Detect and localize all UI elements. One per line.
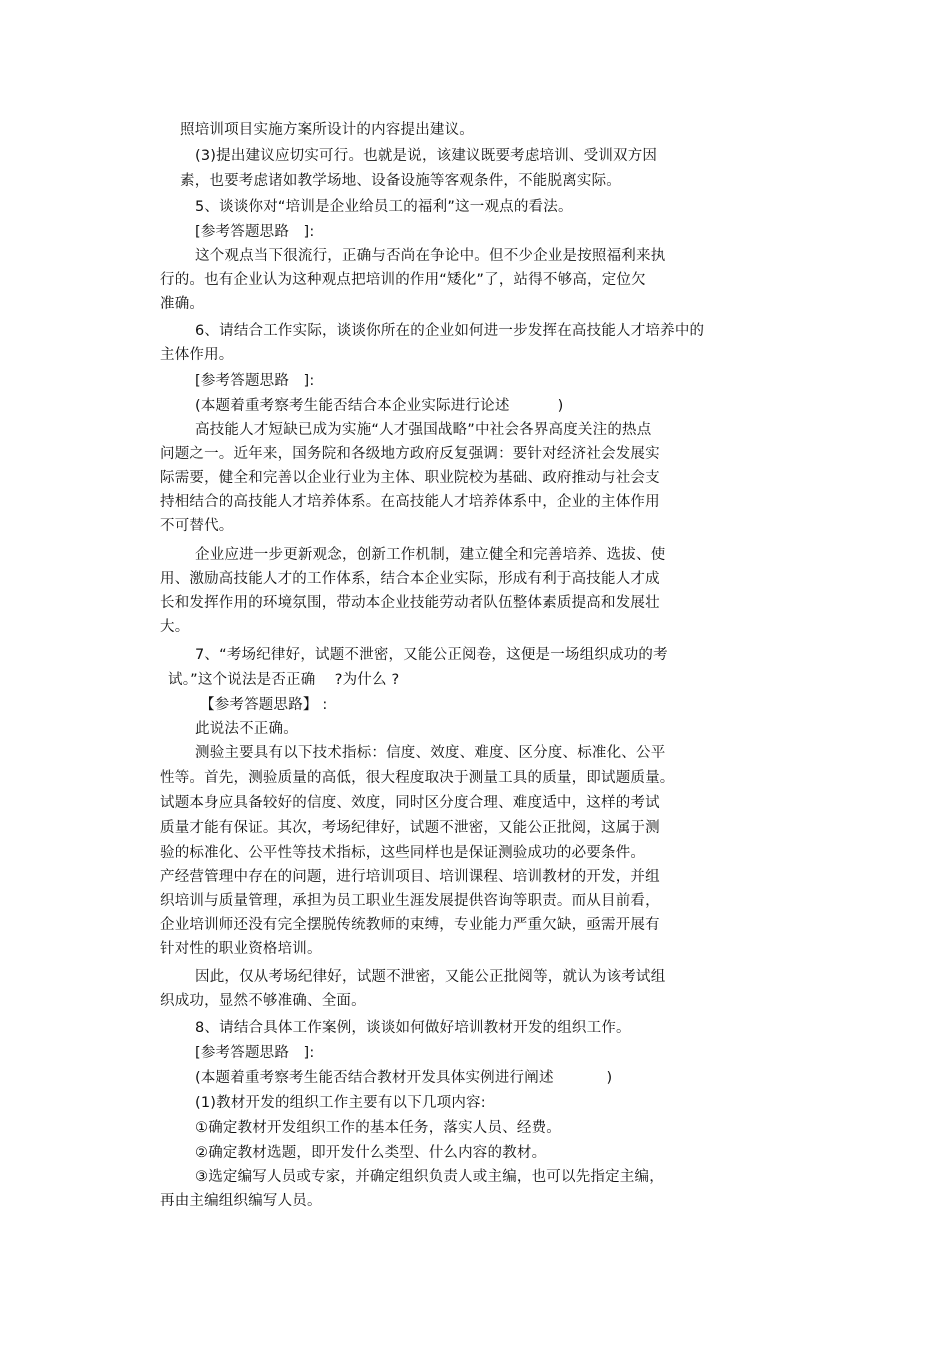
- text-line: 企业培训师还没有完全摆脱传统教师的束缚，专业能力严重欠缺，亟需开展有: [160, 917, 660, 933]
- text-line: 际需要，健全和完善以企业行业为主体、职业院校为基础、政府推动与社会支: [160, 470, 660, 486]
- text-line: 长和发挥作用的环境氛围，带动本企业技能劳动者队伍整体素质提高和发展壮: [160, 595, 660, 611]
- text-line: 织成功，显然不够准确、全面。: [160, 993, 366, 1009]
- question-heading: 7、“考场纪律好，试题不泄密，又能公正阅卷，这便是一场组织成功的考: [195, 647, 668, 663]
- text-line: ①确定教材开发组织工作的基本任务，落实人员、经费。: [195, 1120, 561, 1136]
- text-line: ②确定教材选题，即开发什么类型、什么内容的教材。: [195, 1145, 547, 1161]
- text-line: 试。”这个说法是否正确 ?为什么 ?: [168, 672, 400, 688]
- question-heading: 8、请结合具体工作案例，谈谈如何做好培训教材开发的组织工作。: [195, 1020, 631, 1036]
- text-line: 准确。: [160, 296, 205, 312]
- text-line: 因此，仅从考场纪律好，试题不泄密，又能公正批阅等，就认为该考试组: [195, 969, 666, 985]
- text-line: 大。: [160, 619, 190, 635]
- text-line: 性等。首先，测验质量的高低，很大程度取决于测量工具的质量，即试题质量。: [160, 770, 675, 786]
- answer-label: 【参考答题思路】 :: [200, 697, 328, 713]
- text-line: 针对性的职业资格培训。: [160, 941, 322, 957]
- text-line: 企业应进一步更新观念，创新工作机制，建立健全和完善培养、选拔、使: [195, 547, 666, 563]
- text-line: 照培训项目实施方案所设计的内容提出建议。: [180, 122, 474, 138]
- text-line: 这个观点当下很流行，正确与否尚在争论中。但不少企业是按照福利来执: [195, 248, 666, 264]
- answer-label: [参考答题思路 ]:: [195, 224, 315, 240]
- text-line: 验的标准化、公平性等技术指标，这些同样也是保证测验成功的必要条件。: [160, 845, 646, 861]
- text-line: 高技能人才短缺已成为实施“人才强国战略”中社会各界高度关注的热点: [195, 422, 652, 438]
- text-line: 持相结合的高技能人才培养体系。在高技能人才培养体系中，企业的主体作用: [160, 494, 660, 510]
- question-heading: 5、谈谈你对“培训是企业给员工的福利”这一观点的看法。: [195, 199, 573, 215]
- text-line: 产经营管理中存在的问题，进行培训项目、培训课程、培训教材的开发，并组: [160, 869, 660, 885]
- answer-label: [参考答题思路 ]:: [195, 1045, 315, 1061]
- text-line: 质量才能有保证。其次，考场纪律好，试题不泄密，又能公正批阅，这属于测: [160, 820, 660, 836]
- answer-label: [参考答题思路 ]:: [195, 373, 315, 389]
- text-line: 问题之一。近年来，国务院和各级地方政府反复强调：要针对经济社会发展实: [160, 446, 660, 462]
- text-line: (1)教材开发的组织工作主要有以下几项内容:: [195, 1095, 486, 1111]
- text-line: 再由主编组织编写人员。: [160, 1193, 322, 1209]
- text-line: 不可替代。: [160, 518, 234, 534]
- text-line: 织培训与质量管理，承担为员工职业生涯发展提供咨询等职责。而从目前看，: [160, 893, 660, 909]
- text-line: (本题着重考察考生能否结合教材开发具体实例进行阐述 ): [195, 1070, 613, 1086]
- text-line: 主体作用。: [160, 347, 234, 363]
- text-line: 素，也要考虑诸如教学场地、设备设施等客观条件，不能脱离实际。: [180, 173, 621, 189]
- text-line: 行的。也有企业认为这种观点把培训的作用“矮化”了，站得不够高，定位欠: [160, 272, 646, 288]
- question-heading: 6、请结合工作实际，谈谈你所在的企业如何进一步发挥在高技能人才培养中的: [195, 323, 705, 339]
- text-line: 用、激励高技能人才的工作体系，结合本企业实际，形成有利于高技能人才成: [160, 571, 660, 587]
- text-line: (本题着重考察考生能否结合本企业实际进行论述 ): [195, 398, 564, 414]
- text-line: 此说法不正确。: [195, 721, 298, 737]
- text-line: (3)提出建议应切实可行。也就是说，该建议既要考虑培训、受训双方因: [195, 148, 658, 164]
- text-line: 测验主要具有以下技术指标：信度、效度、难度、区分度、标准化、公平: [195, 745, 666, 761]
- text-line: 试题本身应具备较好的信度、效度，同时区分度合理、难度适中，这样的考试: [160, 795, 660, 811]
- text-line: ③选定编写人员或专家，并确定组织负责人或主编，也可以先指定主编，: [195, 1169, 664, 1185]
